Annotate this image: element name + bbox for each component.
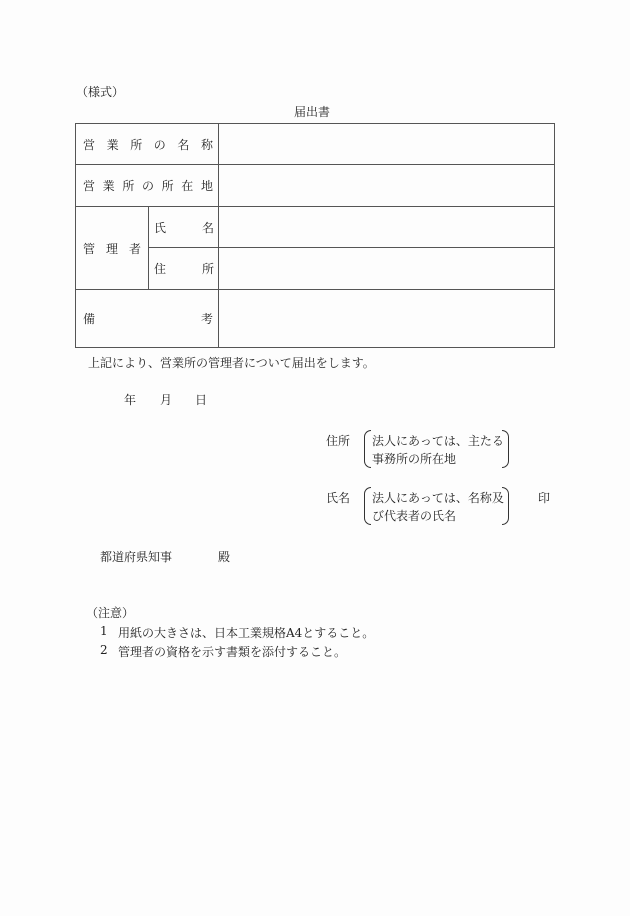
statement: 上記により、営業所の管理者について届出をします。 bbox=[88, 356, 375, 370]
name-bracket-left bbox=[364, 487, 371, 525]
notification-table bbox=[75, 123, 555, 348]
address-note-2: 事務所の所在地 bbox=[372, 452, 457, 466]
name-note-1: 法人にあっては、名称及 bbox=[372, 491, 504, 505]
notes-heading: （注意） bbox=[86, 606, 135, 620]
addressee-honorific: 殿 bbox=[218, 550, 231, 564]
address-bracket-right bbox=[502, 430, 509, 468]
name-note-2: び代表者の氏名 bbox=[372, 509, 457, 523]
note-item-2-num: 2 bbox=[100, 643, 108, 657]
note-item-2-text: 管理者の資格を示す書類を添付すること。 bbox=[118, 645, 347, 659]
form-label: （様式） bbox=[76, 85, 125, 99]
row-manager-name-label: 氏 名 bbox=[154, 220, 214, 235]
name-bracket-right bbox=[502, 487, 509, 525]
date-year: 年 bbox=[124, 393, 137, 407]
addressee-name: 都道府県知事 bbox=[100, 550, 173, 564]
note-item-1-text: 用紙の大きさは、日本工業規格A4とすること。 bbox=[118, 626, 375, 640]
name-label: 氏名 bbox=[326, 491, 351, 505]
row-manager-label: 管 理 者 bbox=[83, 241, 141, 256]
address-note-1: 法人にあっては、主たる bbox=[372, 434, 504, 448]
row-office-name-label: 営 業 所 の 名 称 bbox=[83, 137, 213, 152]
note-item-1-num: 1 bbox=[100, 624, 108, 638]
date-month: 月 bbox=[160, 393, 173, 407]
seal-mark: 印 bbox=[538, 491, 551, 505]
page-title: 届出書 bbox=[294, 105, 331, 119]
address-bracket-left bbox=[364, 430, 371, 468]
row-remarks-label: 備 考 bbox=[83, 312, 213, 326]
date-day: 日 bbox=[195, 393, 208, 407]
address-label: 住所 bbox=[326, 434, 351, 448]
row-office-address-label: 営 業 所 の 所 在 地 bbox=[83, 179, 213, 193]
row-manager-address-label: 住 所 bbox=[154, 262, 214, 276]
